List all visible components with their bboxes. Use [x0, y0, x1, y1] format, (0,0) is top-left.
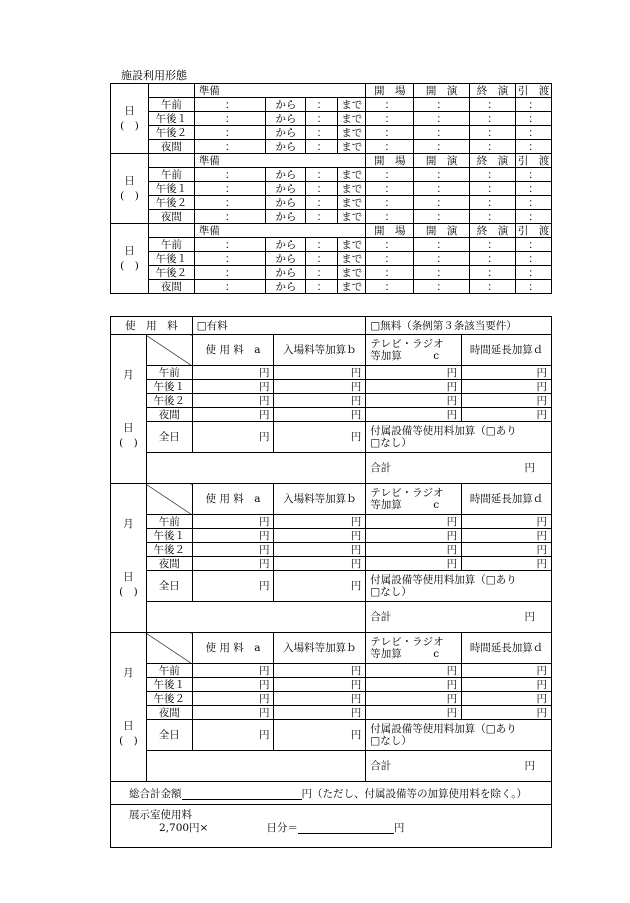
period-label: 午後１: [146, 380, 192, 394]
month-label: 月: [123, 368, 134, 381]
total-cell[interactable]: [366, 453, 552, 484]
handover-header: 引 渡: [515, 154, 551, 168]
fee-c-field[interactable]: 円: [366, 380, 462, 394]
grand-total-field[interactable]: [182, 787, 302, 800]
fee-a-field[interactable]: 円: [192, 557, 274, 571]
usage-period-row: [111, 252, 552, 266]
handover-time-field[interactable]: ：: [515, 210, 551, 224]
time-from-field[interactable]: ：: [194, 98, 266, 112]
total-yen: 円: [524, 462, 535, 474]
day-label: 日: [123, 719, 134, 732]
usage-period-row: [111, 112, 552, 126]
until-label: まで: [338, 266, 366, 280]
fee-label: 使 用 料: [111, 317, 193, 335]
perform-header: 開 演: [414, 154, 470, 168]
until-label: まで: [338, 196, 366, 210]
time-from-field[interactable]: ：: [194, 168, 266, 182]
period-label: 午後１: [146, 529, 192, 543]
until-label: まで: [338, 252, 366, 266]
time-from-field[interactable]: ：: [194, 126, 266, 140]
exhibit-row: [111, 805, 552, 848]
end-time-field[interactable]: ：: [470, 112, 516, 126]
fee-d-field[interactable]: 円: [462, 706, 552, 720]
time-until-field[interactable]: ：: [306, 112, 338, 126]
from-label: から: [266, 126, 306, 140]
fee-c-field[interactable]: 円: [366, 366, 462, 380]
until-label: まで: [338, 112, 366, 126]
equipment-line1: 付属設備等使用料加算（□あり: [370, 574, 517, 586]
fee-period-row: [111, 366, 552, 380]
fee-period-row: [111, 543, 552, 557]
perform-time-field[interactable]: ：: [414, 168, 470, 182]
diagonal-cell: [146, 633, 192, 664]
period-label: 午後２: [148, 126, 194, 140]
grand-total-label: 総合計金額: [129, 787, 182, 800]
allday-b-field[interactable]: 円: [274, 422, 366, 453]
fee-c-field[interactable]: 円: [366, 706, 462, 720]
fees-table: [110, 316, 552, 848]
end-header: 終 演: [470, 154, 516, 168]
end-header: 終 演: [470, 84, 516, 98]
day-paren: ( ): [119, 734, 138, 747]
perform-time-field[interactable]: ：: [414, 126, 470, 140]
time-until-field[interactable]: ：: [306, 182, 338, 196]
usage-period-row: [111, 280, 552, 294]
period-label: 午後２: [146, 394, 192, 408]
until-label: まで: [338, 98, 366, 112]
day-paren: ( ): [119, 585, 138, 598]
fee-b-field[interactable]: 円: [274, 543, 366, 557]
end-time-field[interactable]: ：: [470, 280, 516, 294]
open-time-field[interactable]: ：: [366, 182, 414, 196]
fee-date-cell[interactable]: [111, 335, 147, 484]
from-label: から: [266, 238, 306, 252]
open-time-field[interactable]: ：: [366, 140, 414, 154]
until-label: まで: [338, 140, 366, 154]
period-label: 午後２: [148, 196, 194, 210]
total-cell[interactable]: [366, 602, 552, 633]
from-label: から: [266, 196, 306, 210]
period-label: 午後１: [148, 182, 194, 196]
usage-period-row: [111, 182, 552, 196]
time-from-field[interactable]: ：: [194, 252, 266, 266]
handover-time-field[interactable]: ：: [515, 168, 551, 182]
total-yen: 円: [524, 760, 535, 772]
day-label: 日: [123, 421, 134, 434]
from-label: から: [266, 280, 306, 294]
time-until-field[interactable]: ：: [306, 210, 338, 224]
period-label: 午前: [148, 238, 194, 252]
open-time-field[interactable]: ：: [366, 238, 414, 252]
fee-b-field[interactable]: 円: [274, 529, 366, 543]
time-until-field[interactable]: ：: [306, 280, 338, 294]
perform-time-field[interactable]: ：: [414, 98, 470, 112]
col-b-header: 入場料等加算ｂ: [274, 633, 366, 664]
fee-b-field[interactable]: 円: [274, 515, 366, 529]
fee-d-field[interactable]: 円: [462, 557, 552, 571]
time-from-field[interactable]: ：: [194, 196, 266, 210]
perform-time-field[interactable]: ：: [414, 196, 470, 210]
fee-a-field[interactable]: 円: [192, 515, 274, 529]
fee-a-field[interactable]: 円: [192, 408, 274, 422]
fee-a-field[interactable]: 円: [192, 394, 274, 408]
prep-header: 準備: [194, 84, 365, 98]
usage-period-row: [111, 126, 552, 140]
fee-c-field[interactable]: 円: [366, 692, 462, 706]
period-label: 夜間: [146, 557, 192, 571]
allday-a-field[interactable]: 円: [192, 571, 274, 602]
usage-table: [110, 83, 552, 294]
usage-period-row: [111, 168, 552, 182]
perform-time-field[interactable]: ：: [414, 112, 470, 126]
fee-b-field[interactable]: 円: [274, 366, 366, 380]
fee-d-field[interactable]: 円: [462, 529, 552, 543]
fee-c-field[interactable]: 円: [366, 394, 462, 408]
total-blank-cell: [146, 453, 365, 484]
total-label: 合計: [370, 611, 392, 623]
prep-header: 準備: [194, 154, 365, 168]
period-label: 夜間: [148, 210, 194, 224]
col-a-header: 使 用 料 a: [192, 633, 274, 664]
allday-a-field[interactable]: 円: [192, 720, 274, 751]
time-until-field[interactable]: ：: [306, 196, 338, 210]
col-b-header: 入場料等加算ｂ: [274, 335, 366, 366]
col-c-line1: テレビ・ラジオ: [370, 636, 444, 648]
allday-a-field[interactable]: 円: [192, 422, 274, 453]
fee-d-field[interactable]: 円: [462, 394, 552, 408]
time-from-field[interactable]: ：: [194, 238, 266, 252]
handover-time-field[interactable]: ：: [515, 126, 551, 140]
fee-b-field[interactable]: 円: [274, 380, 366, 394]
handover-header: 引 渡: [515, 224, 551, 238]
day-label: 日: [123, 570, 134, 583]
time-until-field[interactable]: ：: [306, 168, 338, 182]
fee-d-field[interactable]: 円: [462, 408, 552, 422]
time-until-field[interactable]: ：: [306, 266, 338, 280]
fee-a-field[interactable]: 円: [192, 529, 274, 543]
from-label: から: [266, 182, 306, 196]
grand-total-row: [111, 782, 552, 805]
fee-d-field[interactable]: 円: [462, 543, 552, 557]
total-label: 合計: [370, 462, 392, 474]
usage-blank-cell: [148, 224, 194, 238]
time-until-field[interactable]: ：: [306, 252, 338, 266]
handover-time-field[interactable]: ：: [515, 238, 551, 252]
usage-day-cell[interactable]: [111, 84, 149, 154]
month-label: 月: [123, 517, 134, 530]
day-paren: ( ): [120, 189, 139, 202]
from-label: から: [266, 252, 306, 266]
col-c-line2: 等加算 c: [370, 648, 440, 660]
diagonal-cell: [146, 335, 192, 366]
col-c-line1: テレビ・ラジオ: [370, 338, 444, 350]
usage-period-row: [111, 140, 552, 154]
perform-time-field[interactable]: ：: [414, 182, 470, 196]
fee-a-field[interactable]: 円: [192, 692, 274, 706]
total-yen: 円: [524, 611, 535, 623]
usage-day-cell[interactable]: [111, 224, 149, 294]
open-time-field[interactable]: ：: [366, 280, 414, 294]
open-time-field[interactable]: ：: [366, 210, 414, 224]
perform-time-field[interactable]: ：: [414, 210, 470, 224]
period-label: 夜間: [146, 408, 192, 422]
end-time-field[interactable]: ：: [470, 168, 516, 182]
fee-period-row: [111, 692, 552, 706]
until-label: まで: [338, 238, 366, 252]
paid-checkbox[interactable]: □有料: [192, 317, 366, 335]
fee-d-field[interactable]: 円: [462, 664, 552, 678]
end-time-field[interactable]: ：: [470, 252, 516, 266]
time-from-field[interactable]: ：: [194, 140, 266, 154]
until-label: まで: [338, 280, 366, 294]
grand-total-note: 円（ただし、付属設備等の加算使用料を除く。）: [301, 787, 528, 800]
open-time-field[interactable]: ：: [366, 126, 414, 140]
col-c-line1: テレビ・ラジオ: [370, 487, 444, 499]
from-label: から: [266, 98, 306, 112]
fee-d-field[interactable]: 円: [462, 678, 552, 692]
allday-b-field[interactable]: 円: [274, 720, 366, 751]
equipment-checkbox-cell[interactable]: [366, 422, 552, 453]
col-c-line2: 等加算 c: [370, 350, 440, 362]
perform-time-field[interactable]: ：: [414, 252, 470, 266]
col-c-header: [366, 633, 462, 664]
perform-time-field[interactable]: ：: [414, 280, 470, 294]
from-label: から: [266, 168, 306, 182]
free-checkbox[interactable]: □無料（条例第３条該当要件）: [366, 317, 552, 335]
time-from-field[interactable]: ：: [194, 112, 266, 126]
exhibit-days: 日分＝: [266, 822, 298, 834]
period-label: 午後１: [148, 252, 194, 266]
end-time-field[interactable]: ：: [470, 140, 516, 154]
exhibit-label: 展示室使用料: [129, 809, 192, 821]
time-from-field[interactable]: ：: [194, 266, 266, 280]
total-label: 合計: [370, 760, 392, 772]
fee-period-row: [111, 394, 552, 408]
perform-time-field[interactable]: ：: [414, 266, 470, 280]
col-d-header: 時間延長加算ｄ: [462, 633, 552, 664]
time-until-field[interactable]: ：: [306, 238, 338, 252]
day-label: 日: [124, 244, 135, 257]
time-from-field[interactable]: ：: [194, 210, 266, 224]
fee-period-row: [111, 515, 552, 529]
fee-b-field[interactable]: 円: [274, 692, 366, 706]
from-label: から: [266, 210, 306, 224]
handover-time-field[interactable]: ：: [515, 266, 551, 280]
end-time-field[interactable]: ：: [470, 266, 516, 280]
fee-b-field[interactable]: 円: [274, 408, 366, 422]
fee-a-field[interactable]: 円: [192, 366, 274, 380]
fee-d-field[interactable]: 円: [462, 692, 552, 706]
fee-period-row: [111, 380, 552, 394]
perform-time-field[interactable]: ：: [414, 140, 470, 154]
col-b-header: 入場料等加算ｂ: [274, 484, 366, 515]
equipment-line1: 付属設備等使用料加算（□あり: [370, 425, 517, 437]
col-c-line2: 等加算 c: [370, 499, 440, 511]
fee-period-row: [111, 664, 552, 678]
until-label: まで: [338, 168, 366, 182]
equipment-line2: □なし）: [370, 437, 412, 449]
period-label: 午後２: [146, 543, 192, 557]
usage-period-row: [111, 196, 552, 210]
perform-header: 開 演: [414, 224, 470, 238]
fee-b-field[interactable]: 円: [274, 664, 366, 678]
fee-c-field[interactable]: 円: [366, 529, 462, 543]
total-cell[interactable]: [366, 751, 552, 782]
fee-period-row: [111, 529, 552, 543]
period-label: 夜間: [146, 706, 192, 720]
fee-a-field[interactable]: 円: [192, 543, 274, 557]
day-paren: ( ): [119, 436, 138, 449]
equipment-line2: □なし）: [370, 586, 412, 598]
period-label: 午後１: [148, 112, 194, 126]
time-from-field[interactable]: ：: [194, 182, 266, 196]
handover-time-field[interactable]: ：: [515, 196, 551, 210]
fee-period-row: [111, 557, 552, 571]
fee-period-row: [111, 408, 552, 422]
total-blank-cell: [146, 602, 365, 633]
period-label: 夜間: [148, 140, 194, 154]
fee-a-field[interactable]: 円: [192, 678, 274, 692]
period-label: 午前: [146, 515, 192, 529]
open-header: 開 場: [366, 154, 414, 168]
handover-time-field[interactable]: ：: [515, 280, 551, 294]
usage-blank-cell: [148, 154, 194, 168]
exhibit-rate: 2,700円×: [159, 822, 209, 834]
end-time-field[interactable]: ：: [470, 196, 516, 210]
perform-header: 開 演: [414, 84, 470, 98]
handover-header: 引 渡: [515, 84, 551, 98]
usage-blank-cell: [148, 84, 194, 98]
usage-period-row: [111, 210, 552, 224]
period-label: 夜間: [148, 280, 194, 294]
fee-date-cell[interactable]: [111, 633, 147, 782]
usage-period-row: [111, 238, 552, 252]
fee-c-field[interactable]: 円: [366, 678, 462, 692]
day-paren: ( ): [120, 119, 139, 132]
fee-d-field[interactable]: 円: [462, 515, 552, 529]
period-label: 午前: [148, 168, 194, 182]
col-c-header: [366, 484, 462, 515]
usage-period-row: [111, 98, 552, 112]
usage-period-row: [111, 266, 552, 280]
fee-date-cell[interactable]: [111, 484, 147, 633]
period-label: 午後１: [146, 678, 192, 692]
period-label: 午後２: [148, 266, 194, 280]
time-until-field[interactable]: ：: [306, 140, 338, 154]
equipment-checkbox-cell[interactable]: [366, 720, 552, 751]
month-label: 月: [123, 666, 134, 679]
day-label: 日: [124, 174, 135, 187]
fee-b-field[interactable]: 円: [274, 557, 366, 571]
handover-time-field[interactable]: ：: [515, 252, 551, 266]
handover-time-field[interactable]: ：: [515, 182, 551, 196]
open-time-field[interactable]: ：: [366, 112, 414, 126]
col-d-header: 時間延長加算ｄ: [462, 335, 552, 366]
open-time-field[interactable]: ：: [366, 168, 414, 182]
fee-a-field[interactable]: 円: [192, 664, 274, 678]
fee-b-field[interactable]: 円: [274, 678, 366, 692]
end-time-field[interactable]: ：: [470, 126, 516, 140]
col-d-header: 時間延長加算ｄ: [462, 484, 552, 515]
from-label: から: [266, 140, 306, 154]
fee-c-field[interactable]: 円: [366, 408, 462, 422]
until-label: まで: [338, 182, 366, 196]
allday-label: 全日: [146, 571, 192, 602]
open-header: 開 場: [366, 84, 414, 98]
allday-b-field[interactable]: 円: [274, 571, 366, 602]
equipment-line2: □なし）: [370, 735, 412, 747]
handover-time-field[interactable]: ：: [515, 98, 551, 112]
fee-b-field[interactable]: 円: [274, 394, 366, 408]
until-label: まで: [338, 126, 366, 140]
time-from-field[interactable]: ：: [194, 280, 266, 294]
open-time-field[interactable]: ：: [366, 196, 414, 210]
diagonal-cell: [146, 484, 192, 515]
fee-period-row: [111, 678, 552, 692]
col-a-header: 使 用 料 a: [192, 335, 274, 366]
end-header: 終 演: [470, 224, 516, 238]
time-until-field[interactable]: ：: [306, 98, 338, 112]
allday-label: 全日: [146, 720, 192, 751]
perform-time-field[interactable]: ：: [414, 238, 470, 252]
prep-header: 準備: [194, 224, 365, 238]
fee-d-field[interactable]: 円: [462, 366, 552, 380]
end-time-field[interactable]: ：: [470, 98, 516, 112]
equipment-line1: 付属設備等使用料加算（□あり: [370, 723, 517, 735]
period-label: 午前: [148, 98, 194, 112]
fee-c-field[interactable]: 円: [366, 664, 462, 678]
handover-time-field[interactable]: ：: [515, 112, 551, 126]
exhibit-yen: 円: [393, 822, 405, 834]
col-a-header: 使 用 料 a: [192, 484, 274, 515]
usage-day-cell[interactable]: [111, 154, 149, 224]
fee-b-field[interactable]: 円: [274, 706, 366, 720]
exhibit-amount-field[interactable]: [298, 821, 394, 834]
from-label: から: [266, 112, 306, 126]
from-label: から: [266, 266, 306, 280]
total-blank-cell: [146, 751, 365, 782]
equipment-checkbox-cell[interactable]: [366, 571, 552, 602]
period-label: 午後２: [146, 692, 192, 706]
open-header: 開 場: [366, 224, 414, 238]
handover-time-field[interactable]: ：: [515, 140, 551, 154]
open-time-field[interactable]: ：: [366, 98, 414, 112]
period-label: 午前: [146, 366, 192, 380]
fee-c-field[interactable]: 円: [366, 515, 462, 529]
open-time-field[interactable]: ：: [366, 266, 414, 280]
time-until-field[interactable]: ：: [306, 126, 338, 140]
col-c-header: [366, 335, 462, 366]
open-time-field[interactable]: ：: [366, 252, 414, 266]
fee-d-field[interactable]: 円: [462, 380, 552, 394]
allday-label: 全日: [146, 422, 192, 453]
fee-c-field[interactable]: 円: [366, 557, 462, 571]
fee-a-field[interactable]: 円: [192, 706, 274, 720]
end-time-field[interactable]: ：: [470, 210, 516, 224]
end-time-field[interactable]: ：: [470, 238, 516, 252]
day-paren: ( ): [120, 259, 139, 272]
day-label: 日: [124, 104, 135, 117]
page-title: 施設利用形態: [121, 69, 187, 82]
period-label: 午前: [146, 664, 192, 678]
until-label: まで: [338, 210, 366, 224]
end-time-field[interactable]: ：: [470, 182, 516, 196]
fee-period-row: [111, 706, 552, 720]
fee-a-field[interactable]: 円: [192, 380, 274, 394]
fee-c-field[interactable]: 円: [366, 543, 462, 557]
